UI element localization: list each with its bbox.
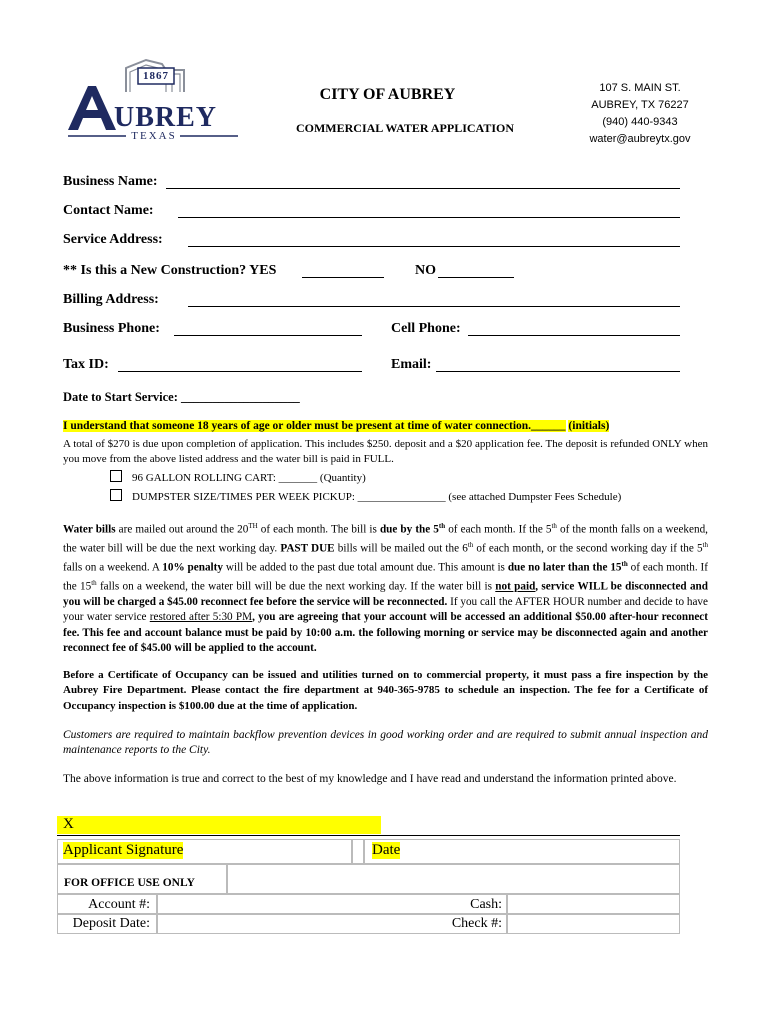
account-label: Account #:	[88, 897, 150, 912]
business-name-label: Business Name:	[63, 174, 158, 189]
billing-p4: due by the 5	[379, 523, 439, 536]
billing-p13sup: th	[621, 560, 628, 569]
rolling-cart-label: 96 GALLON ROLLING CART: _______ (Quantity)	[132, 472, 366, 484]
email-label: Email:	[391, 357, 432, 372]
business-name-field[interactable]	[166, 174, 680, 189]
initials-label: (initials)	[568, 420, 610, 432]
check-label: Check #:	[451, 916, 502, 931]
billing-p2: are mailed out around the 20	[115, 523, 249, 536]
new-construction-yes-field[interactable]	[302, 263, 384, 278]
email-field[interactable]	[436, 357, 680, 372]
office-title-blank-cell	[227, 864, 680, 894]
billing-p11: 10% penalty	[162, 561, 223, 574]
applicant-signature-cell[interactable]	[57, 839, 352, 864]
logo-year: 1867	[143, 70, 169, 82]
tax-id-field[interactable]	[118, 357, 362, 372]
billing-p12: will be added to the past due total amount due. This amount is	[222, 561, 508, 574]
billing-paragraph	[63, 519, 708, 656]
rolling-cart-checkbox[interactable]	[110, 470, 122, 482]
office-title-cell	[57, 864, 227, 894]
billing-p20: , you are agreeing that your account will be accessed an additional $50.00 after-hour reconnect fee. This fee and account balance must be paid by 10:00 a.m. the following morning or service may be disconnected again and another reconnect fee of $45.00 will be applied to the account.	[63, 611, 709, 655]
signature-x-highlight[interactable]	[57, 816, 381, 834]
start-date-label[interactable]: Date to Start Service: ___________________	[63, 390, 300, 404]
contact-name-label: Contact Name:	[63, 203, 154, 218]
service-address-label: Service Address:	[63, 232, 163, 247]
dumpster-label: DUMPSTER SIZE/TIMES PER WEEK PICKUP: ________________ (see attached Dumpster Fees Schedule)	[132, 491, 622, 503]
billing-address-label: Billing Address:	[63, 292, 159, 307]
billing-p4sup: th	[438, 522, 446, 530]
billing-p16: not paid	[495, 580, 536, 593]
cash-field[interactable]	[507, 894, 680, 914]
account-label-cell	[57, 894, 157, 914]
deposit-date-label-cell	[57, 914, 157, 934]
billing-p14: of each month. If the 15	[63, 561, 708, 593]
contact-name-field[interactable]	[178, 203, 680, 218]
billing-p14sup: th	[91, 579, 97, 588]
email-address: water@aubreytx.gov	[589, 133, 691, 145]
option-rolling-cart	[110, 470, 366, 484]
billing-p3: of each month. The bill is	[257, 523, 380, 536]
billing-p17: , service WILL be disconnected and you will be charged a $45.00 reconnect fee before the service will be reconnected.	[63, 580, 708, 609]
logo-name: UBREY	[114, 102, 218, 133]
phone-number: (940) 440-9343	[602, 116, 678, 128]
billing-p5sup: th	[551, 522, 557, 530]
billing-p7: PAST DUE	[280, 542, 335, 555]
deposit-paragraph: A total of $270 is due upon completion of application. This includes $250. deposit and a $20 application fee. The deposit is refunded ONLY when you move from the above listed address and the water bill is paid in FULL.	[63, 438, 708, 466]
date-cell[interactable]	[364, 839, 680, 864]
billing-p9: of each month, or the second working day if the 5	[473, 542, 703, 555]
billing-p8sup: th	[467, 541, 474, 550]
cell-phone-field[interactable]	[468, 321, 680, 336]
deposit-date-label: Deposit Date:	[72, 916, 150, 931]
billing-p8: bills will be mailed out the 6	[334, 542, 468, 555]
billing-p18: If you call the AFTER HOUR number and decide to have your water service	[63, 596, 708, 624]
billing-p10: falls on a weekend. A	[63, 561, 163, 574]
page-title: CITY OF AUBREY	[319, 86, 456, 103]
business-phone-field[interactable]	[174, 321, 362, 336]
cash-label: Cash:	[470, 897, 502, 912]
certificate-paragraph: Before a Certificate of Occupancy can be issued and utilities turned on to commercial property, it must pass a fire inspection by the Aubrey Fire Department. Please contact the fire department at 940-365-9785 to schedule an inspection. The fee for a Certificate of Occupancy inspection is $100.00 due at the time of application.	[63, 669, 708, 712]
new-construction-label: ** Is this a New Construction? YES	[63, 263, 277, 278]
new-construction-no-label: NO	[415, 263, 436, 278]
age-requirement-text: I understand that someone 18 years of age or older must be present at time of water connection.	[63, 420, 532, 432]
aubrey-logo	[66, 56, 242, 148]
initials-blank[interactable]: ______	[531, 420, 566, 432]
check-field[interactable]	[507, 914, 680, 934]
age-requirement-line	[63, 420, 609, 432]
city-contact-block	[576, 80, 704, 148]
billing-p2sup: TH	[248, 522, 258, 530]
billing-p19: restored after 5:30 PM	[149, 611, 253, 624]
billing-p5: of each month. If the 5	[445, 523, 552, 536]
new-construction-no-field[interactable]	[438, 263, 514, 278]
cell-phone-label: Cell Phone:	[391, 321, 461, 336]
billing-address-field[interactable]	[188, 292, 680, 307]
billing-p13: due no later than the 15	[507, 561, 622, 574]
business-phone-label: Business Phone:	[63, 321, 160, 336]
page-subtitle: COMMERCIAL WATER APPLICATION	[295, 121, 515, 135]
address-line-1: 107 S. MAIN ST.	[599, 82, 681, 94]
signature-gap-cell	[352, 839, 364, 864]
date-label: Date	[372, 842, 401, 858]
billing-p15: falls on a weekend, the water bill will be due the next working day. If the water bill is	[96, 580, 496, 593]
billing-p9sup: th	[702, 541, 708, 550]
account-field[interactable]	[157, 894, 507, 914]
service-address-field[interactable]	[188, 232, 680, 247]
dumpster-checkbox[interactable]	[110, 489, 122, 501]
attestation-paragraph: The above information is true and correct to the best of my knowledge and I have read and understand the information printed above.	[63, 773, 677, 785]
tax-id-label: Tax ID:	[63, 357, 109, 372]
address-line-2: AUBREY, TX 76227	[591, 99, 689, 111]
office-use-title: FOR OFFICE USE ONLY	[64, 877, 195, 889]
logo-state: TEXAS	[131, 130, 177, 142]
deposit-date-field[interactable]	[157, 914, 507, 934]
signature-x: X	[63, 816, 74, 832]
backflow-paragraph: Customers are required to maintain backflow prevention devices in good working order and are required to submit annual inspection and maintenance reports to the City.	[63, 729, 708, 757]
billing-p1: Water bills	[63, 523, 116, 536]
applicant-signature-label: Applicant Signature	[63, 842, 184, 858]
option-dumpster	[110, 489, 621, 503]
billing-p6: of the month falls on a weekend, the water bill will be due the next working day.	[63, 523, 708, 555]
